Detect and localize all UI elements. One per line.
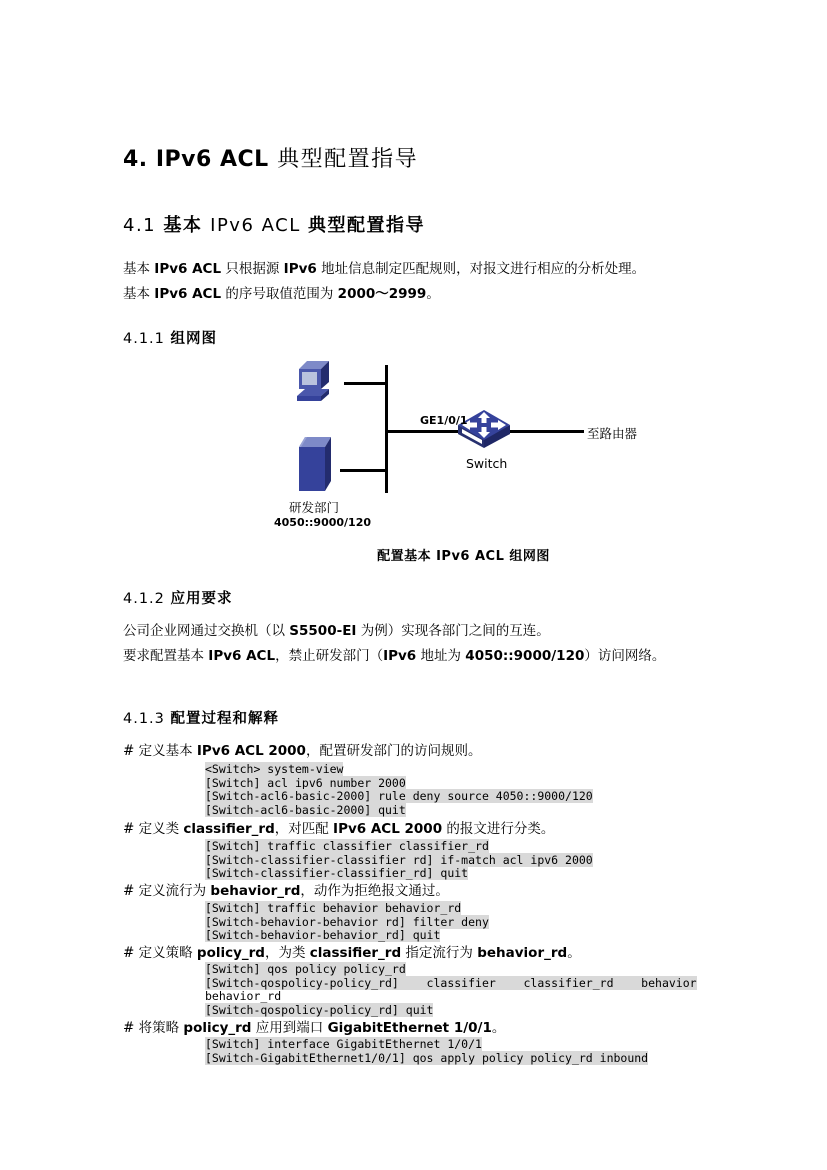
paragraph-line bbox=[123, 282, 440, 307]
text-run: ）访问网络。 bbox=[584, 648, 666, 664]
code-line: [Switch-behavior-behavior_rd] filter deny bbox=[205, 914, 489, 929]
section-4-1-heading bbox=[123, 211, 425, 237]
text-run: 为例）实现各部门之间的互连。 bbox=[356, 623, 550, 639]
text-run: 配置过程和解释 bbox=[170, 711, 280, 727]
text-run: IPv6 ACL bbox=[154, 286, 222, 302]
pc-icon bbox=[289, 357, 339, 405]
code-line: [Switch-acl6-basic-2000] quit bbox=[205, 802, 406, 817]
text-run: classifier_rd bbox=[309, 945, 402, 961]
step-description bbox=[123, 821, 554, 838]
step-description bbox=[123, 883, 449, 900]
code-line: [Switch] acl ipv6 number 2000 bbox=[205, 775, 406, 790]
text-run: policy_rd bbox=[196, 945, 265, 961]
code-line: [Switch] interface GigabitEthernet 1/0/1 bbox=[205, 1037, 482, 1051]
code-block bbox=[205, 902, 489, 943]
text-run: behavior_rd bbox=[210, 883, 301, 899]
text-run: ，动作为拒绝报文通过。 bbox=[300, 883, 449, 899]
step-description bbox=[123, 743, 481, 760]
text-run: 公司企业网通过交换机（以 bbox=[123, 623, 290, 639]
text-run: IPv6 ACL bbox=[210, 215, 308, 236]
text-run: 只根据源 bbox=[221, 261, 284, 277]
text-run: IPv6 bbox=[383, 648, 417, 664]
figure-caption: 配置基本 IPv6 ACL 组网图 bbox=[377, 549, 550, 564]
text-run: 4.1.2 bbox=[123, 591, 171, 607]
code-line: [Switch] traffic behavior behavior_rd bbox=[205, 901, 462, 915]
text-run: S5500-EI bbox=[289, 623, 357, 639]
text-run: ，配置研发部门的访问规则。 bbox=[305, 743, 482, 759]
text-run: 4.1.1 bbox=[123, 331, 171, 347]
text-run: 。 bbox=[491, 1020, 506, 1036]
ge-port-label: GE1/0/1 bbox=[420, 414, 468, 427]
code-block bbox=[205, 1038, 648, 1065]
step-description bbox=[123, 1020, 505, 1037]
bus-line bbox=[385, 365, 388, 493]
text-run: 典型配置指导 bbox=[307, 215, 425, 236]
text-run: GigabitEthernet 1/0/1 bbox=[327, 1020, 492, 1036]
code-line: <Switch> system-view bbox=[205, 762, 344, 776]
code-line: [Switch-acl6-basic-2000] rule deny source 4050::9000/120 bbox=[205, 789, 593, 803]
doc-title bbox=[123, 142, 418, 173]
paragraph-line bbox=[123, 619, 550, 644]
text-run: behavior_rd bbox=[477, 945, 568, 961]
server-link-line bbox=[340, 469, 385, 472]
text-run: IPv6 ACL 2000 bbox=[333, 821, 443, 837]
text-run: 的序号取值范围为 bbox=[221, 286, 338, 302]
router-label: 至路由器 bbox=[587, 426, 638, 441]
text-run: 典型配置指导 bbox=[268, 147, 419, 172]
text-run: 4.1.3 bbox=[123, 711, 171, 727]
text-run: 2000～2999 bbox=[337, 286, 427, 302]
text-run: policy_rd bbox=[183, 1020, 252, 1036]
text-run: 的报文进行分类。 bbox=[442, 821, 555, 837]
text-run: # 定义基本 bbox=[123, 743, 197, 759]
text-run: # 将策略 bbox=[123, 1020, 184, 1036]
text-run: 应用到端口 bbox=[251, 1020, 328, 1036]
text-run: classifier_rd bbox=[183, 821, 275, 837]
text-run: # 定义策略 bbox=[123, 945, 197, 961]
paragraph-line bbox=[123, 257, 645, 282]
step-description bbox=[123, 945, 581, 962]
text-run: IPv6 ACL bbox=[154, 261, 222, 277]
text-run: 指定流行为 bbox=[401, 945, 478, 961]
text-run: 基本 bbox=[123, 286, 155, 302]
text-run: 基本 bbox=[123, 261, 155, 277]
text-run: 4050::9000/120 bbox=[465, 648, 585, 664]
code-block bbox=[205, 840, 593, 881]
code-line: [Switch] qos policy policy_rd bbox=[205, 962, 406, 976]
network-diagram bbox=[0, 355, 827, 565]
text-run: 。 bbox=[567, 945, 581, 961]
code-line: [Switch-GigabitEthernet1/0/1] qos apply policy policy_rd inbound bbox=[205, 1050, 649, 1065]
section-4-1-2-heading bbox=[123, 587, 233, 608]
server-icon bbox=[291, 435, 337, 495]
code-line: [Switch-qospolicy-policy_rd] classifier classifier_rd behavior bbox=[205, 975, 697, 990]
code-block bbox=[205, 963, 697, 1017]
code-line: [Switch] traffic classifier classifier_rd bbox=[205, 839, 489, 853]
code-line: [Switch-classifier-classifier_rd] quit bbox=[205, 866, 469, 880]
dept-address-label: 4050::9000/120 bbox=[274, 516, 372, 529]
text-run: 应用要求 bbox=[170, 591, 233, 607]
text-run: ，为类 bbox=[264, 945, 310, 961]
text-run: ，禁止研发部门（ bbox=[275, 648, 384, 664]
switch-link-line bbox=[388, 430, 460, 433]
text-run: 组网图 bbox=[170, 331, 218, 347]
router-link-line bbox=[507, 430, 584, 433]
code-line: [Switch-qospolicy-policy_rd] quit bbox=[205, 1002, 434, 1017]
text-run: 4. IPv6 ACL bbox=[123, 147, 269, 172]
text-run: # 定义类 bbox=[123, 821, 184, 837]
text-run: 4.1 bbox=[123, 215, 164, 236]
text-run: 要求配置基本 bbox=[123, 648, 209, 664]
code-line: behavior_rd bbox=[205, 989, 282, 1003]
text-run: IPv6 bbox=[283, 261, 317, 277]
paragraph-line bbox=[123, 644, 665, 669]
code-line: [Switch-behavior-behavior_rd] quit bbox=[205, 928, 441, 942]
text-run: IPv6 ACL 2000 bbox=[196, 743, 306, 759]
text-run: 地址为 bbox=[416, 648, 466, 664]
text-run: 基本 bbox=[163, 215, 211, 236]
section-4-1-1-heading bbox=[123, 327, 217, 348]
section-4-1-3-heading bbox=[123, 707, 279, 728]
text-run: 地址信息制定匹配规则，对报文进行相应的分析处理。 bbox=[316, 261, 646, 277]
code-block bbox=[205, 763, 593, 817]
text-run: IPv6 ACL bbox=[208, 648, 276, 664]
switch-label: Switch bbox=[466, 456, 508, 471]
pc-link-line bbox=[344, 382, 385, 385]
dept-label: 研发部门 bbox=[289, 500, 340, 515]
text-run: ，对匹配 bbox=[274, 821, 334, 837]
text-run: # 定义流行为 bbox=[123, 883, 211, 899]
text-run: 。 bbox=[426, 286, 440, 302]
code-line: [Switch-classifier-classifier_rd] if-match acl ipv6 2000 bbox=[205, 852, 593, 867]
